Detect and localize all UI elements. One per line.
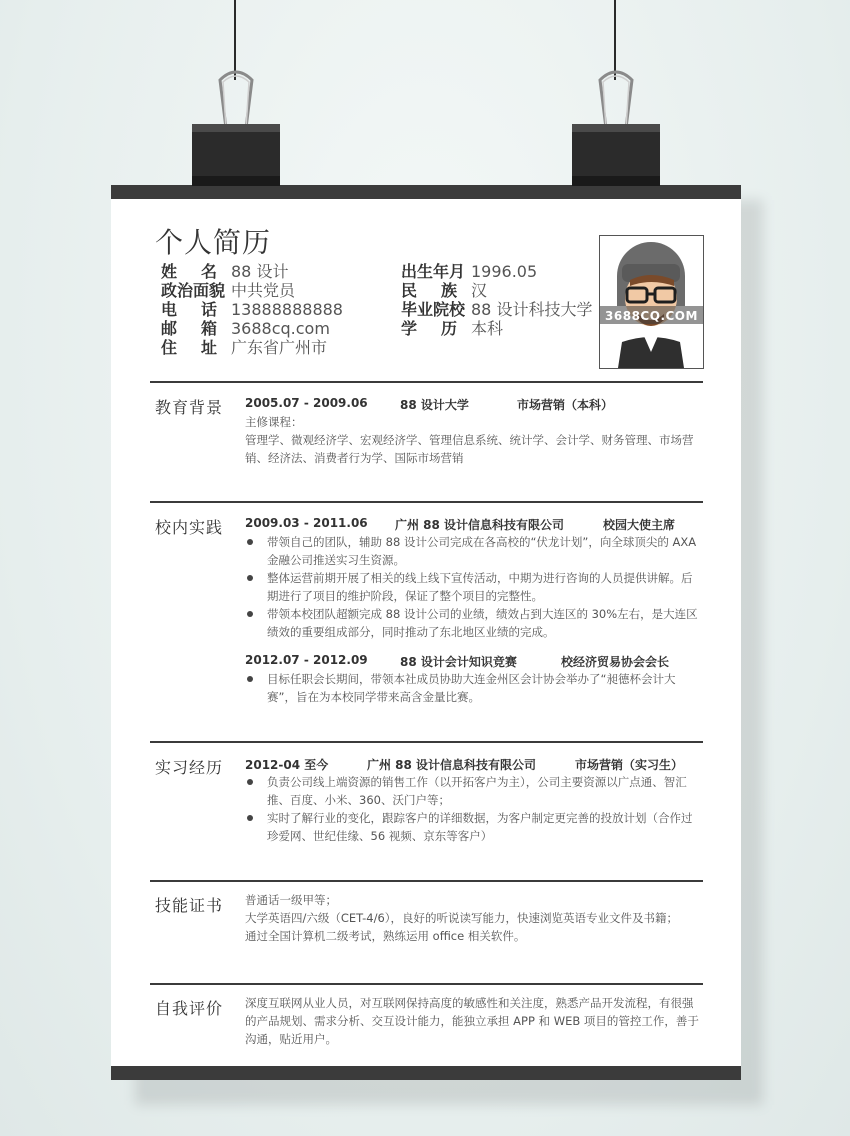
- skills-line: 通过全国计算机二级考试，熟练运用 office 相关软件。: [245, 929, 526, 943]
- bullet-text: 整体运营前期开展了相关的线上线下宣传活动，中期为进行咨询的人员提供讲解。后期进行了项目的维护阶段，保证了整个项目的完整性。: [267, 571, 693, 603]
- section-title-internship: 实习经历: [155, 758, 224, 777]
- bullet-dot-icon: [247, 539, 253, 545]
- info-label: 出生年月: [401, 262, 466, 281]
- self-eval-text: 深度互联网从业人员，对互联网保持高度的敏感性和关注度，熟悉产品开发流程，有很强的产品规划、需求分析、交互设计能力，能独立承担 APP 和 WEB 项目的管控工作，善于沟通，贴近用户。: [245, 996, 699, 1046]
- section-title-education: 教育背景: [155, 398, 224, 417]
- info-label: 电话: [161, 300, 217, 319]
- info-value: 88 设计科技大学: [471, 300, 593, 319]
- bullet-text: 实时了解行业的变化，跟踪客户的详细数据，为客户制定更完善的投放计划（合作过珍爱网、世纪佳缘、56 视频、京东等客户）: [267, 811, 693, 843]
- education-major: 市场营销（本科）: [517, 398, 614, 412]
- internship-period: 2012-04 至今: [245, 758, 329, 772]
- divider-education: [150, 381, 703, 383]
- photo-watermark: 3688CQ.COM: [605, 309, 698, 323]
- binder-clip-right-icon: [570, 58, 662, 188]
- info-address: [161, 338, 327, 357]
- campus-bullet: [245, 569, 701, 605]
- info-phone: [161, 300, 343, 319]
- info-value: 汉: [471, 281, 488, 300]
- skills-line: 大学英语四/六级（CET-4/6），良好的听说读写能力，快速浏览英语专业文件及书籍；: [245, 911, 679, 925]
- info-value: 3688cq.com: [231, 319, 330, 338]
- resume-title: 个人简历: [155, 226, 272, 259]
- info-ethnicity: [401, 281, 487, 300]
- campus-org-2: 88 设计会计知识竞赛: [400, 655, 517, 669]
- bullet-dot-icon: [247, 815, 253, 821]
- profile-photo: [599, 235, 704, 369]
- avatar-illustration: [600, 236, 703, 368]
- info-school: [401, 300, 592, 319]
- bullet-text: 目标任职会长期间，带领本社成员协助大连金州区会计协会举办了“昶德杯会计大赛”，旨在为本校同学带来高含金量比赛。: [267, 672, 676, 704]
- info-label: 住址: [161, 338, 217, 357]
- campus-bullet: [245, 533, 701, 569]
- campus-period-1: 2009.03 - 2011.06: [245, 516, 368, 530]
- campus-bullet: [245, 605, 701, 641]
- info-value: 13888888888: [231, 300, 343, 319]
- info-value: 88 设计: [231, 262, 289, 281]
- divider-self-eval: [150, 983, 703, 985]
- bullet-dot-icon: [247, 575, 253, 581]
- divider-skills: [150, 880, 703, 882]
- section-title-campus: 校内实践: [155, 518, 224, 537]
- bullet-text: 负责公司线上端资源的销售工作（以开拓客户为主），公司主要资源以广点通、智汇推、百度、小米、360、沃门户等；: [267, 775, 687, 807]
- info-label: 学历: [401, 319, 457, 338]
- section-title-skills: 技能证书: [155, 896, 224, 915]
- bullet-dot-icon: [247, 611, 253, 617]
- internship-role: 市场营销（实习生）: [575, 758, 684, 772]
- info-label: 姓名: [161, 262, 217, 281]
- info-label: 毕业院校: [401, 300, 466, 319]
- info-value: 中共党员: [231, 281, 296, 300]
- education-courses-label: 主修课程：: [245, 415, 303, 429]
- resume-paper: [111, 185, 741, 1080]
- info-label: 邮箱: [161, 319, 217, 338]
- info-political: [161, 281, 295, 300]
- info-value: 本科: [471, 319, 504, 338]
- info-label: 政治面貌: [161, 281, 226, 300]
- internship-bullet: [245, 773, 701, 809]
- campus-period-2: 2012.07 - 2012.09: [245, 653, 368, 667]
- bullet-text: 带领自己的团队，辅助 88 设计公司完成在各高校的“伏龙计划”，向全球顶尖的 AXA 金融公司推送实习生资源。: [267, 535, 697, 567]
- info-value: 1996.05: [471, 262, 538, 281]
- bullet-dot-icon: [247, 676, 253, 682]
- section-title-self-eval: 自我评价: [155, 999, 224, 1018]
- internship-org: 广州 88 设计信息科技有限公司: [367, 758, 537, 772]
- info-email: [161, 319, 330, 338]
- divider-campus: [150, 501, 703, 503]
- internship-bullet: [245, 809, 701, 845]
- bullet-dot-icon: [247, 779, 253, 785]
- bullet-text: 带领本校团队超额完成 88 设计公司的业绩，绩效占到大连区的 30%左右，是大连区绩效的重要组成部分，同时推动了东北地区业绩的完成。: [267, 607, 698, 639]
- bottom-bar: [111, 1066, 741, 1080]
- campus-role-1: 校园大使主席: [603, 518, 676, 532]
- education-period: 2005.07 - 2009.06: [245, 396, 368, 410]
- info-name: [161, 262, 288, 281]
- binder-clip-left-icon: [190, 58, 282, 188]
- info-value: 广东省广州市: [231, 338, 328, 357]
- education-courses: 管理学、微观经济学、宏观经济学、管理信息系统、统计学、会计学、财务管理、市场营销、经济法、消费者行为学、国际市场营销: [245, 433, 694, 465]
- campus-role-2: 校经济贸易协会会长: [561, 655, 670, 669]
- divider-internship: [150, 741, 703, 743]
- education-school: 88 设计大学: [400, 398, 469, 412]
- info-degree: [401, 319, 503, 338]
- campus-org-1: 广州 88 设计信息科技有限公司: [395, 518, 565, 532]
- skills-line: 普通话一级甲等；: [245, 893, 337, 907]
- campus-bullet: [245, 670, 701, 706]
- info-label: 民族: [401, 281, 457, 300]
- info-birth: [401, 262, 537, 281]
